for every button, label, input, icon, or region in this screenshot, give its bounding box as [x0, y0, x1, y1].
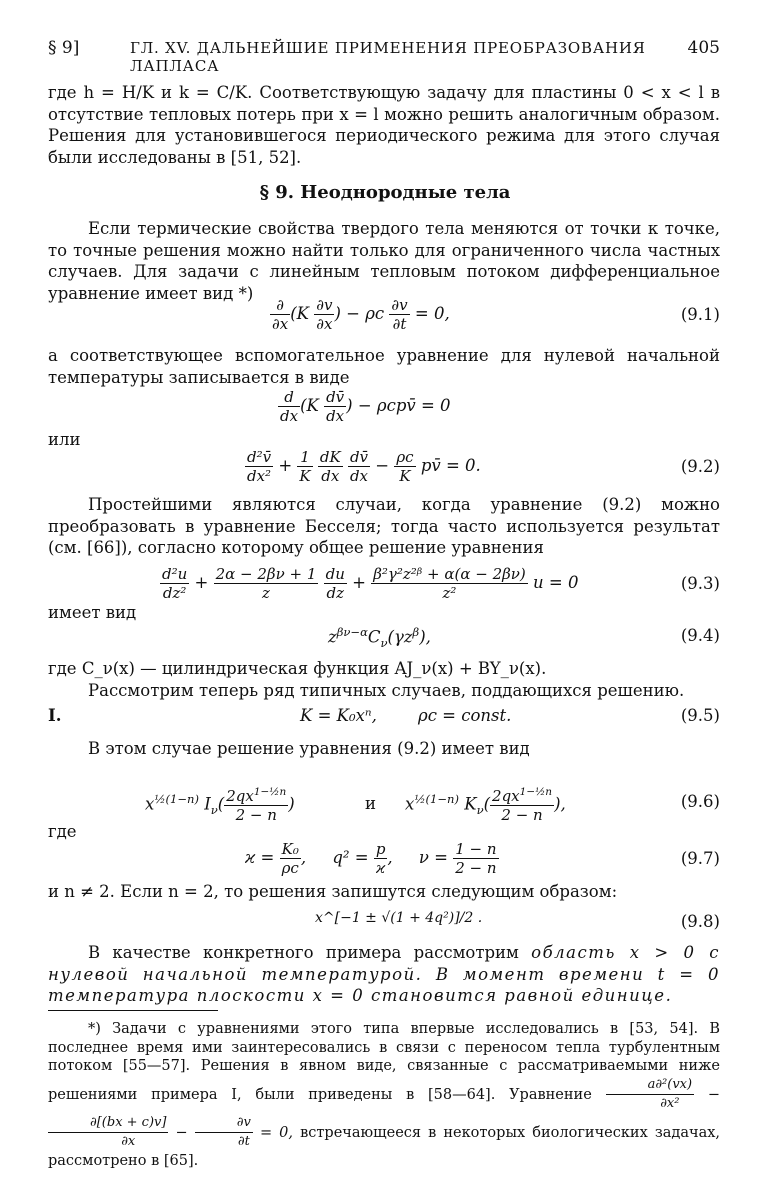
paragraph-1: Если термические свойства твердого тела меняются от точки к точке, то точные решения можно найти только для ограниченного числа частных случаев. Для задачи с линейным тепловым потоком дифференциальное уравнение имеет вид *)	[48, 219, 720, 303]
eq-number-9-4: (9.4)	[680, 626, 720, 645]
word-and: и	[365, 794, 376, 813]
footnote	[48, 1020, 720, 1170]
paragraph-6: В этом случае решение уравнения (9.2) имеет вид	[88, 739, 530, 758]
eq-number-9-1: (9.1)	[680, 305, 720, 324]
header-title: ГЛ. XV. ДАЛЬНЕЙШИЕ ПРИМЕНЕНИЯ ПРЕОБРАЗОВАНИЯ ЛАПЛАСА	[130, 39, 646, 75]
page-number: 405	[687, 38, 720, 58]
eq5-left: K = K₀xⁿ,	[300, 706, 377, 725]
paragraph-7: и n ≠ 2. Если n = 2, то решения запишутся следующим образом:	[48, 882, 618, 901]
footnote-text: *) Задачи с уравнениями этого типа впервые исследовались в [53, 54]. В последнее время ими заинтересовались в связи с переносом тепла турбулентным потоком [55—57]. Решения в явном виде, связанные с рассматриваемыми ниже решениями примера I, были приведены в [58—64]. Уравнение	[48, 1021, 720, 1103]
eq-number-9-2: (9.2)	[680, 457, 720, 476]
footnote-equation: $\frac{\text{a∂²(vx)}}{\text{∂x²}}$ − $\frac{\partial[(bx + c)v]}{\partial x}$ − $\frac{\partial v}{\partial t}$ = 0,	[48, 1087, 720, 1141]
running-header	[48, 38, 720, 75]
intro-paragraph: где h = H/K и k = C/K. Соответствующую задачу для пластины 0 < x < l в отсутствие тепловых потерь при x = l можно решить аналогичным образом. Решения для установившегося периодического режима для этого случая были исследованы в [51, 52].	[48, 83, 720, 167]
page: § 9] ГЛ. XV. ДАЛЬНЕЙШИЕ ПРИМЕНЕНИЯ ПРЕОБРАЗОВАНИЯ ЛАПЛАСА 405 где h = H/K и k = C/K. Соответствующую задачу для пластины 0 < x < l в отсутствие тепловых потерь при x = l можно решить аналогичным образом. Решения для установившегося периодического режима для этого случая были исследованы в [51, 52]. § 9. Неоднородные тела Если термические свойства твердого тела меняются от точки к точке, то точные решения можно найти только для ограниченного числа частных случаев. Для задачи с линейным тепловым потоком дифференциальное уравнение имеет вид *) $\frac{\partial}{\partial x}$ (K $\frac{\partial v}{\partial x}$ ) − ρc $\frac{\partial v}{\partial t}$ = 0, (9.1) а соответствующее вспомогательное уравнение для нулевой начальной температуры записывается в виде $\frac{d}{dx}$ (K $\frac{dv̄}{dx}$ ) − ρcpv̄ = 0 или $\frac{\text{d²v̄}}{\text{dx²}}$ + $\frac{1}{K}$ $\frac{dK}{dx}$ $\frac{dv̄}{dx}$ − $\frac{\rho c}{K}$ pv̄ = 0. (9.2) Простейшими являются случаи, когда уравнение (9.2) можно преобразовать в уравнение Бесселя; тогда часто используется результат (см. [66]), согласно которому общее решение уравнения $\frac{\text{d²u}}{\text{dz²}}$ + $\frac{2\alpha - 2\beta\nu + 1}{z}$ $\frac{du}{dz}$ + $\frac{\text{β²γ²z²ᵝ + α(α − 2βν)}}{\text{z²}}$ u = 0 (9.3) имеет вид $z^{\beta\nu-\alpha}C_\nu(\gamma z^\beta)$, (9.4) где C_ν(x) — цилиндрическая функция AJ_ν(x) + BY_ν(x). Рассмотрим теперь ряд типичных случаев, поддающихся решению. I. K = K₀xⁿ, ρc = const. (9.5) В этом случае решение уравнения (9.2) имеет вид $x^{\frac{1}{2}(1-n)}$ $I_\nu$( $\frac{2qx^{1-\frac{1}{2}n}}{2 - n}$ ) и $x^{\frac{1}{2}(1-n)}$ $K_\nu$( $\frac{2qx^{1-\frac{1}{2}n}}{2 - n}$ ), (9.6) где ϰ = $\frac{\text{K₀}}{\rho c}$ , q² = $\frac{p}{ϰ}$ , ν = $\frac{1 - n}{2 - n}$ (9.7) и n ≠ 2. Если n = 2, то решения запишутся следующим образом: x^[−1 ± √(1 + 4q²)]/2 . (9.8) В качестве конкретного примера рассмотрим область x > 0 с нулевой начальной температурой. В момент времени t = 0 температура плоскости x = 0 становится равной единице. *) Задачи с уравнениями этого типа впервые исследовались в [53, 54]. В последнее время ими заинтересовались в связи с переносом тепла турбулентным потоком [55—57]. Решения в явном виде, связанные с рассматриваемыми ниже решениями примера I, были приведены в [58—64]. Уравнение $\frac{\text{a∂²(vx)}}{\text{∂x²}}$ − $\frac{\partial[(bx + c)v]}{\partial x}$ − $\frac{\partial v}{\partial t}$ = 0, встречающееся в некоторых биологических задачах, рассмотрено в [65].	[0, 0, 770, 1200]
footnote-rule	[48, 1010, 218, 1011]
eq-number-9-7: (9.7)	[680, 849, 720, 868]
paragraph-5: Рассмотрим теперь ряд типичных случаев, поддающихся решению.	[88, 681, 685, 700]
section-title: § 9. Неоднородные тела	[259, 182, 511, 203]
case-label: I.	[48, 706, 62, 725]
eq5-right: ρc = const.	[418, 706, 512, 725]
header-section: § 9]	[48, 38, 80, 58]
paragraph-4: где C_ν(x) — цилиндрическая функция AJ_ν(x) + BY_ν(x).	[48, 659, 547, 678]
paragraph-8-plain: В качестве конкретного примера рассмотрим	[88, 943, 532, 962]
eq-number-9-3: (9.3)	[680, 574, 720, 593]
word-gde: где	[48, 822, 77, 841]
eq-number-9-5: (9.5)	[680, 706, 720, 725]
eq-number-9-6: (9.6)	[680, 792, 720, 811]
footnote-text-end: встречающееся в некоторых биологических задачах, рассмотрено в [65].	[48, 1124, 720, 1169]
word-ili: или	[48, 430, 81, 449]
paragraph-3: Простейшими являются случаи, когда уравнение (9.2) можно преобразовать в уравнение Бесселя; тогда часто используется результат (см. [66]), согласно которому общее решение уравнения	[48, 495, 720, 557]
eq-number-9-8: (9.8)	[680, 912, 720, 931]
word-imeet-vid: имеет вид	[48, 603, 137, 622]
paragraph-8	[48, 942, 720, 1007]
paragraph-8-italic: область x > 0 с нулевой начальной температурой. В момент времени t = 0 температура плоскости x = 0 становится равной единице.	[48, 943, 720, 1005]
paragraph-2: а соответствующее вспомогательное уравнение для нулевой начальной температуры записывается в виде	[48, 346, 720, 387]
